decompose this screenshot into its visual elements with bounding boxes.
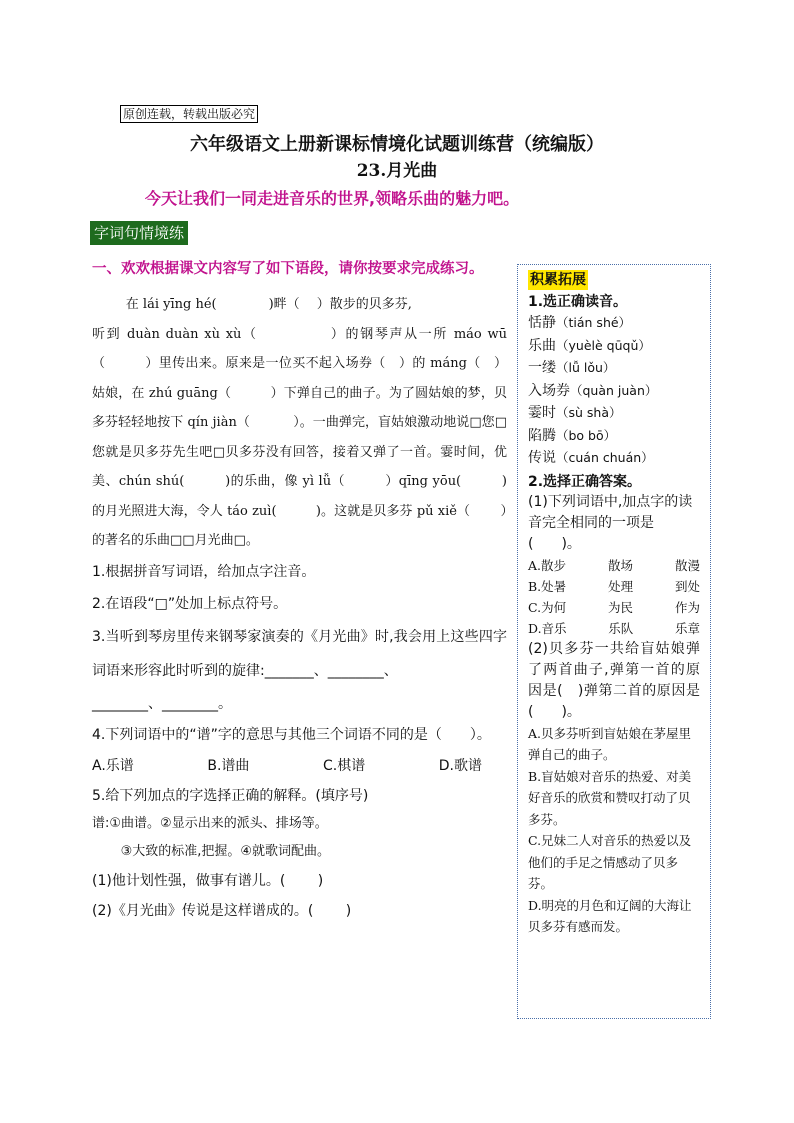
intro-text: 今天让我们一同走进音乐的世界,领略乐曲的魅力吧。 [145,189,520,208]
option-long[interactable]: D.明亮的月色和辽阔的大海让贝多芬有感而发。 [528,897,692,934]
pinyin-item: 霎时（sù shà） [528,405,622,421]
option-row[interactable]: D.音乐 乐队 乐章 [528,620,700,636]
sub-question: 2.在语段“□”处加上标点符号。 [92,595,288,612]
sidebar-question: (2)贝多芬一共给盲姑娘弹了两首曲子,弹第一首的原因是( )弹第二首的原因是( )。 [528,640,700,720]
pinyin-item: 一缕（lǚ lǒu） [528,360,616,376]
sub-question: 1.根据拼音写词语，给加点字注音。 [92,563,316,580]
choice-c[interactable]: C.棋谱 [322,757,366,774]
sidebar-box [517,264,711,1019]
passage-line: 听到 duàn duàn xù xù（ ）的钢琴声从一所 máo wū（ ）里传出来。原来是一位买不起入场券（ ）的 máng（ ）姑娘，在 zhú guāng（ ）下弹自己的曲子。为了圆姑娘的梦，贝多芬轻轻地按下 qín jiàn（ ）。一曲弹完，盲姑娘激动地说□您□您就是贝多芬先生吧□贝多芬没有回答，接着又弹了一首。霎时间，优美、chún shú( )的乐曲，像 yì lǚ（ ）qīng yōu( )的月光照进大海，令人 táo zuì( )。这就是贝多芬 pǔ xiě（ ）的著名的乐曲□□月光曲□。 [92,326,507,548]
definition-line: ③大致的标准,把握。④就歌词配曲。 [120,843,331,859]
sidebar-heading: 1.选正确读音。 [528,294,628,310]
option-row[interactable]: C.为何 为民 作为 [528,599,700,615]
option-long[interactable]: A.贝多芬听到盲姑娘在茅屋里弹自己的曲子。 [528,725,692,762]
sub-question: (2)《月光曲》传说是这样谱成的。( ) [92,902,352,919]
sub-question: 4.下列词语中的“谱”字的意思与其他三个词语不同的是（ ）。 [92,726,491,743]
pinyin-item: 恬静（tián shé） [528,315,632,331]
pinyin-item: 乐曲（yuèlè qūqǔ） [528,337,651,354]
option-long[interactable]: C.兄妹二人对音乐的热爱以及他们的手足之情感动了贝多芬。 [528,833,692,891]
copyright-stamp: 原创连载，转载出版必究 [120,105,258,123]
sub-question: ________、________。 [92,695,232,712]
sub-question: (1)他计划性强，做事有谱儿。( ) [92,872,324,889]
sub-question: 5.给下列加点的字选择正确的解释。(填序号) [92,787,369,804]
question-1-title: 一、欢欢根据课文内容写了如下语段，请你按要求完成练习。 [92,261,484,277]
choice-row [92,750,482,782]
main-column [92,255,507,926]
pinyin-item: 入场券（quàn juàn） [528,382,658,399]
choice-b[interactable]: B.谱曲 [207,757,250,774]
definition-line: 谱:①曲谱。②显示出来的派头、排场等。 [92,815,328,831]
choice-d[interactable]: D.歌谱 [438,757,482,774]
sidebar-heading: 2.选择正确答案。 [528,473,642,490]
option-row[interactable]: A.散步 散场 散漫 [528,557,700,573]
page-title: 六年级语文上册新课标情境化试题训练营（统编版） [190,134,604,155]
passage [92,290,507,556]
passage-line: 在 lái yīng hé( )畔（ ）散步的贝多芬, [125,297,412,312]
lesson-title: 23.月光曲 [356,161,438,181]
sidebar-question: (1)下列词语中,加点字的读音完全相同的一项是( )。 [528,493,693,552]
option-row[interactable]: B.处暑 处理 到处 [528,578,700,594]
section-tag: 字词句情境练 [90,221,188,245]
pinyin-item: 传说（cuán chuán） [528,450,654,466]
sidebar-tag: 积累拓展 [530,272,586,288]
option-long[interactable]: B.盲姑娘对音乐的热爱、对美好音乐的欣赏和赞叹打动了贝多芬。 [528,768,692,827]
sub-questions [92,556,507,926]
pinyin-item: 陷腾（bo bō） [528,427,617,444]
sub-question: 3.当听到琴房里传来钢琴家演奏的《月光曲》时,我会用上这些四字词语来形容此时听到的旋律:_______、________、 [92,628,507,679]
choice-a[interactable]: A.乐谱 [92,757,134,774]
